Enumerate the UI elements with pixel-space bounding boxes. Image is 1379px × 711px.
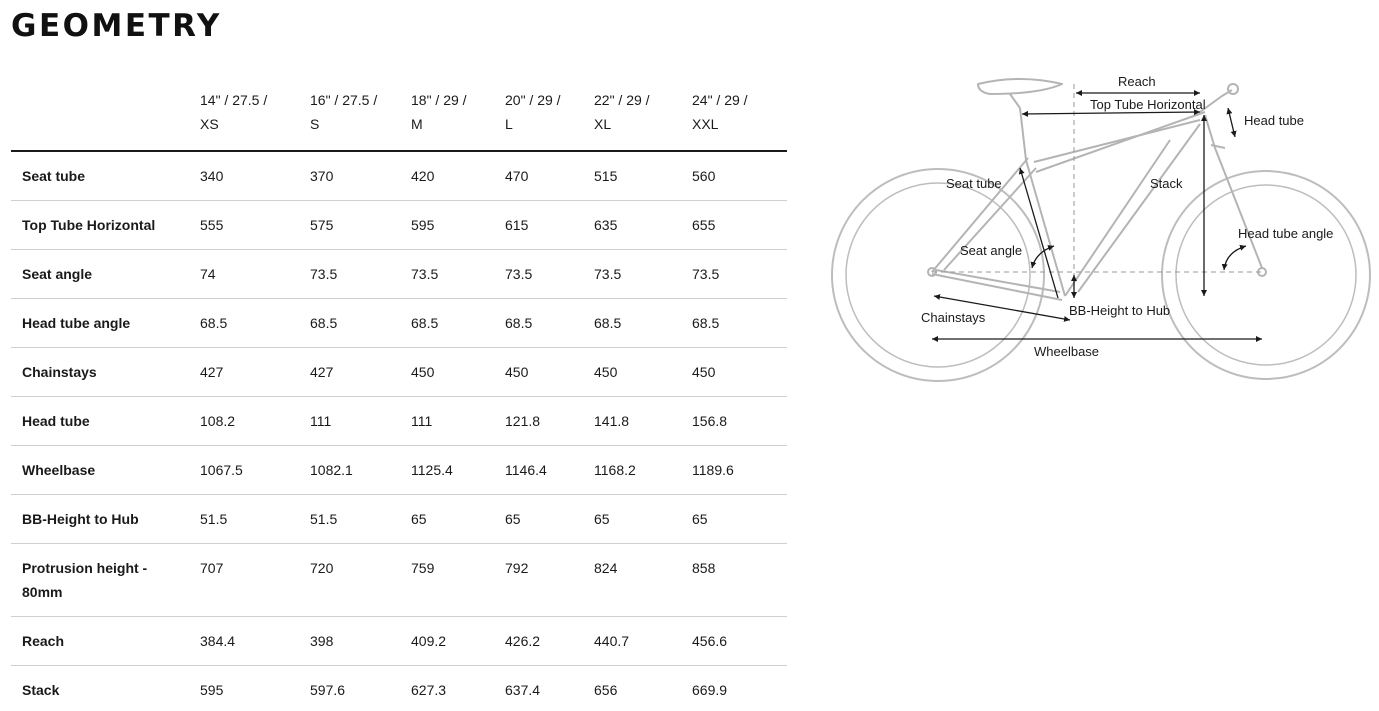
table-cell: 858	[692, 544, 787, 617]
table-cell: 615	[505, 201, 594, 250]
table-cell: 597.6	[310, 682, 346, 698]
table-cell: 156.8	[692, 397, 787, 446]
table-row	[11, 250, 787, 299]
table-cell: 560	[692, 151, 787, 201]
table-cell: 792	[505, 544, 594, 617]
page-title: GEOMETRY	[11, 8, 222, 44]
table-cell: 635	[594, 201, 692, 250]
table-cell: 1189.6	[692, 446, 787, 495]
table-cell: 68.5	[692, 299, 787, 348]
table-row	[11, 446, 787, 495]
diagram-label-head-tube: Head tube	[1244, 113, 1304, 128]
table-cell: 65	[505, 495, 594, 544]
table-cell: 73.5	[411, 250, 505, 299]
row-label: Wheelbase	[11, 446, 200, 495]
table-cell: 51.5	[200, 495, 310, 544]
table-row	[11, 544, 787, 617]
diagram-label-top-tube: Top Tube Horizontal	[1090, 97, 1206, 112]
table-cell: 759	[411, 544, 505, 617]
diagram-label-stack: Stack	[1150, 176, 1183, 191]
row-label: Top Tube Horizontal	[11, 201, 200, 250]
table-cell: 656	[594, 682, 618, 698]
table-cell: 409.2	[411, 617, 505, 666]
table-cell: 111	[310, 397, 411, 446]
table-cell: 720	[310, 544, 411, 617]
table-cell: 450	[594, 348, 692, 397]
size-header-l: 20" / 29 / L	[505, 78, 594, 151]
size-header-xxl: 24" / 29 / XXL	[692, 78, 787, 151]
table-cell: 398	[310, 617, 411, 666]
table-cell: 637.4	[505, 682, 541, 698]
table-cell: 450	[692, 348, 787, 397]
diagram-label-reach: Reach	[1118, 74, 1156, 89]
table-cell: 824	[594, 544, 692, 617]
seat-tube-arrow	[1020, 168, 1058, 298]
table-cell: 575	[310, 201, 411, 250]
table-cell: 121.8	[505, 397, 594, 446]
table-cell: 65	[594, 495, 692, 544]
row-label: Chainstays	[11, 348, 200, 397]
table-cell: 51.5	[310, 495, 411, 544]
table-cell: 68.5	[200, 299, 310, 348]
table-cell: 420	[411, 151, 505, 201]
table-cell: 73.5	[310, 250, 411, 299]
head-tube-arrow	[1228, 108, 1235, 137]
table-cell: 73.5	[594, 250, 692, 299]
table-cell: 427	[200, 348, 310, 397]
table-cell: 65	[692, 495, 787, 544]
size-header-m: 18" / 29 / M	[411, 78, 505, 151]
geometry-table	[11, 78, 787, 711]
table-cell: 68.5	[505, 299, 594, 348]
diagram-label-wheelbase: Wheelbase	[1034, 344, 1100, 359]
table-cell: 555	[200, 201, 310, 250]
table-cell: 141.8	[594, 397, 692, 446]
row-label: Protrusion height - 80mm	[11, 544, 200, 617]
table-row	[11, 151, 787, 201]
size-header-xl: 22" / 29 / XL	[594, 78, 692, 151]
table-row	[11, 348, 787, 397]
bike-geometry-diagram	[820, 60, 1379, 400]
table-cell: 707	[200, 544, 310, 617]
row-label: Head tube	[11, 397, 200, 446]
table-cell: 68.5	[594, 299, 692, 348]
table-cell: 73.5	[505, 250, 594, 299]
diagram-label-head-tube-angle: Head tube angle	[1238, 226, 1334, 241]
table-cell: 595	[411, 201, 505, 250]
table-cell: 108.2	[200, 397, 310, 446]
table-row	[11, 495, 787, 544]
table-row	[11, 617, 787, 666]
table-cell: 450	[505, 348, 594, 397]
table-row	[11, 299, 787, 348]
table-cell: 1146.4	[505, 446, 594, 495]
table-cell: 68.5	[411, 299, 505, 348]
table-cell: 456.6	[692, 617, 787, 666]
table-cell: 370	[310, 151, 411, 201]
table-cell: 1067.5	[200, 446, 310, 495]
table-cell: 470	[505, 151, 594, 201]
table-cell: 1125.4	[411, 446, 505, 495]
diagram-label-seat-angle: Seat angle	[960, 243, 1023, 258]
diagram-label-bb-height: BB-Height to Hub	[1069, 303, 1171, 318]
table-cell: 111	[411, 397, 505, 446]
table-cell: 627.3	[411, 682, 447, 698]
row-label: Head tube angle	[11, 299, 200, 348]
table-cell: 65	[411, 495, 505, 544]
table-cell: 450	[411, 348, 505, 397]
table-cell: 426.2	[505, 617, 594, 666]
diagram-label-seat-tube: Seat tube	[946, 176, 1002, 191]
table-row	[11, 201, 787, 250]
table-row	[11, 397, 787, 446]
row-label: Seat angle	[11, 250, 200, 299]
diagram-label-chainstays: Chainstays	[921, 310, 986, 325]
table-cell: 595	[200, 682, 224, 698]
head-tube-angle-arc	[1224, 246, 1246, 270]
table-cell: 68.5	[310, 299, 411, 348]
table-cell: 440.7	[594, 617, 692, 666]
table-cell: 655	[692, 201, 787, 250]
row-label: Stack	[22, 682, 60, 698]
size-header-xs: 14" / 27.5 / XS	[200, 78, 310, 151]
table-cell: 515	[594, 151, 692, 201]
table-cell: 427	[310, 348, 411, 397]
size-header-s: 16" / 27.5 / S	[310, 78, 411, 151]
table-header-row	[11, 78, 787, 151]
table-cell: 669.9	[692, 682, 728, 698]
table-cell: 1082.1	[310, 446, 411, 495]
header-label-cell	[11, 78, 200, 151]
table-cell: 340	[200, 151, 310, 201]
table-cell: 73.5	[692, 250, 787, 299]
row-label: Reach	[11, 617, 200, 666]
row-label: BB-Height to Hub	[11, 495, 200, 544]
top-tube-arrow	[1022, 112, 1200, 114]
row-label: Seat tube	[11, 151, 200, 201]
table-cell: 384.4	[200, 617, 310, 666]
table-cell: 74	[200, 250, 310, 299]
table-row	[11, 666, 787, 711]
table-cell: 1168.2	[594, 446, 692, 495]
